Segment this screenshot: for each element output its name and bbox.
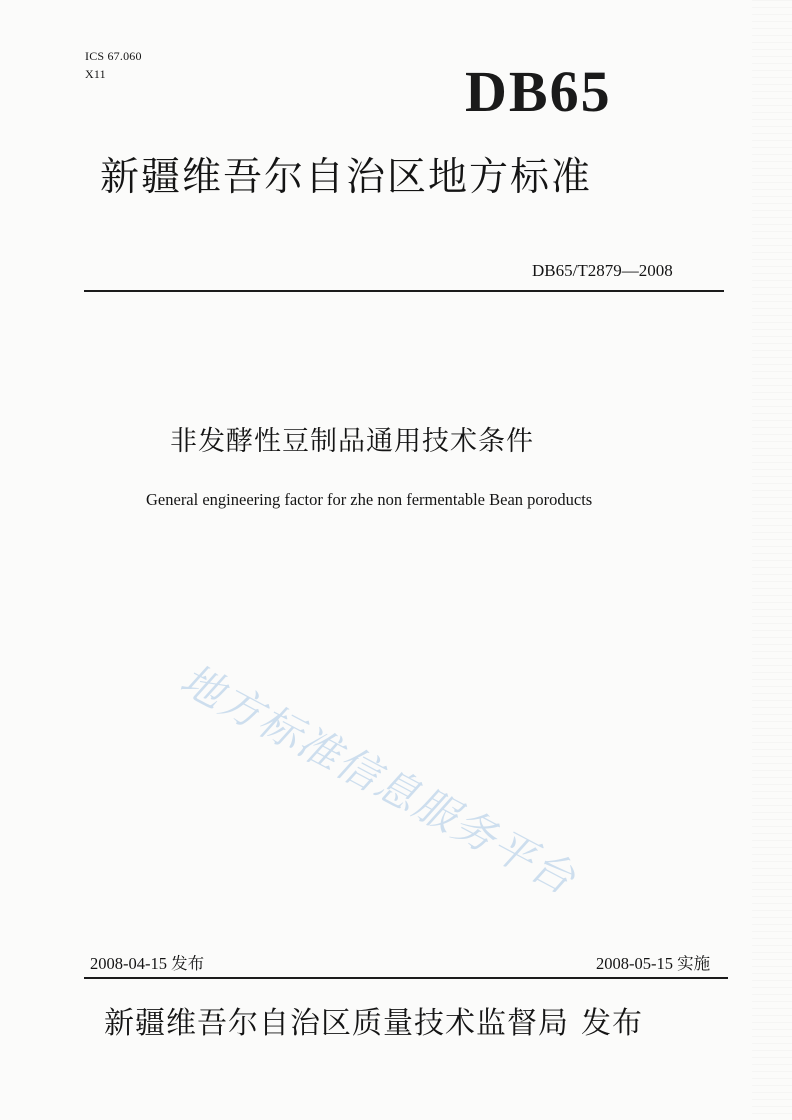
implementation-date: 2008-05-15 实施 — [596, 954, 711, 973]
watermark: 地方标准信息服务平台 — [172, 654, 585, 905]
class-code: X11 — [85, 67, 106, 81]
document-title-english: General engineering factor for zhe non fermentable Bean poroducts — [146, 490, 593, 509]
ics-code: ICS 67.060 — [85, 49, 142, 63]
standard-category-title: 新疆维吾尔自治区地方标准 — [100, 155, 593, 200]
document-title-chinese: 非发酵性豆制品通用技术条件 — [170, 426, 534, 457]
bottom-divider — [84, 977, 728, 979]
issue-date: 2008-04-15 发布 — [90, 954, 205, 973]
top-divider — [84, 290, 724, 292]
standard-logo: DB65 — [465, 59, 612, 124]
classification-codes — [85, 47, 142, 83]
scan-edge-texture — [752, 0, 792, 1120]
publisher-name: 新疆维吾尔自治区质量技术监督局 — [104, 1006, 569, 1041]
publisher-suffix: 发布 — [581, 1006, 643, 1041]
standard-number: DB65/T2879—2008 — [532, 261, 673, 280]
publisher-line — [104, 1002, 744, 1046]
